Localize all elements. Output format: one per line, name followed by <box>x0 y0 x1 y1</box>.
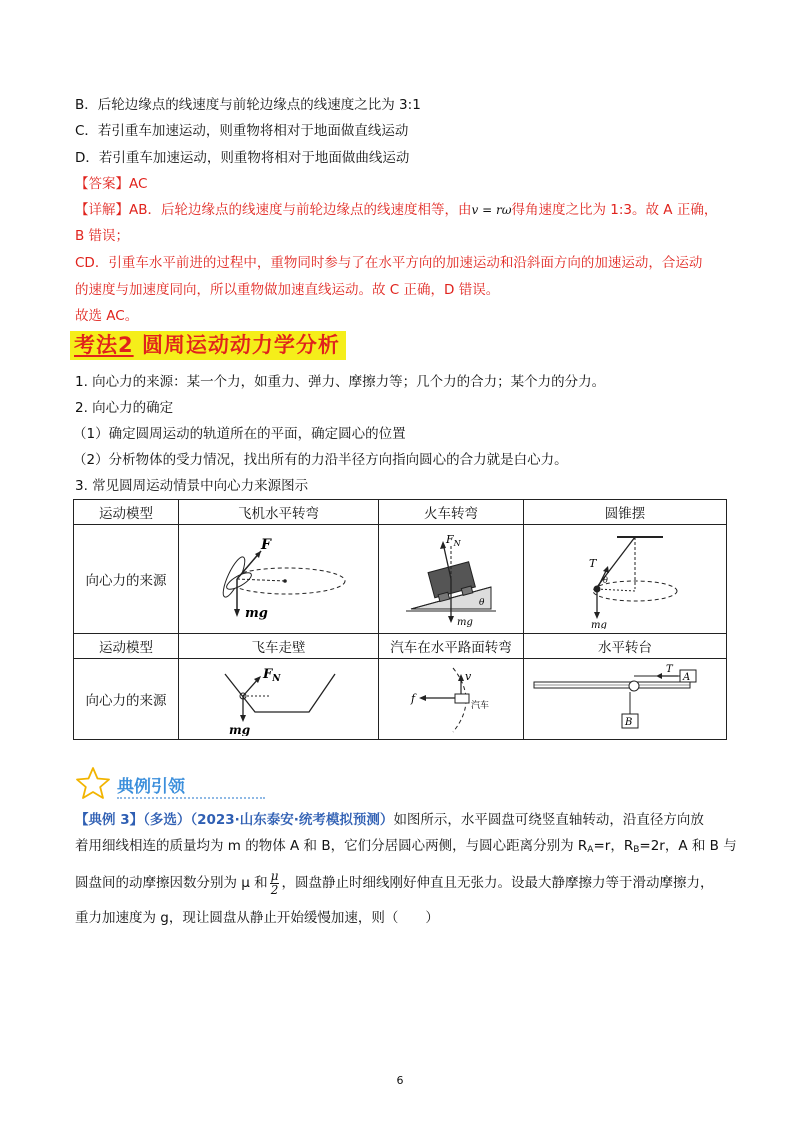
pendulum-diagram-cell <box>524 525 727 634</box>
point-1: 1. 向心力的来源：某一个力，如重力、弹力、摩擦力等；几个力的合力；某个力的分力。 <box>75 374 606 390</box>
label-theta-pendulum: θ <box>603 576 608 585</box>
header-plane-turn: 飞机水平转弯 <box>179 500 379 525</box>
car-turn-diagram <box>391 662 511 736</box>
explanation-line-1: 【详解】AB．后轮边缘点的线速度与前轮边缘点的线速度相等，由v = rω得角速度之比为 1:3。故 A 正确， <box>75 202 718 218</box>
header-car-turn: 汽车在水平路面转弯 <box>379 634 524 659</box>
label-A-turntable: A <box>683 672 691 683</box>
wall-ride-diagram <box>209 662 349 736</box>
row-label-source-2: 向心力的来源 <box>74 659 179 740</box>
answer-value: AC <box>129 176 148 192</box>
label-f-car: f <box>411 692 416 705</box>
plane-diagram-cell <box>179 525 379 634</box>
label-F: F <box>260 537 271 553</box>
car-diagram-cell <box>379 659 524 740</box>
label-T-pendulum: T <box>589 557 597 570</box>
point-2-2: （2）分析物体的受力情况，找出所有的力沿半径方向指向圆心的合力就是白心力。 <box>73 452 568 468</box>
label-B-turntable: B <box>625 717 633 728</box>
point-3: 3. 常见圆周运动情景中向心力来源图示 <box>75 478 309 494</box>
option-c: C．若引重车加速运动，则重物将相对于地面做直线运动 <box>75 123 409 139</box>
label-mg-plane: mg <box>244 606 268 621</box>
label-FN-wall: $F_N$ <box>262 667 280 684</box>
turntable-diagram-cell <box>524 659 727 740</box>
example-header-underline <box>117 797 265 799</box>
centripetal-source-table <box>73 499 727 740</box>
explanation-label: 【详解】 <box>75 202 129 218</box>
row-label-source: 向心力的来源 <box>74 525 179 634</box>
explanation-line-5: 故选 AC。 <box>75 308 139 324</box>
label-car: 汽车 <box>471 701 490 711</box>
header-train-turn: 火车转弯 <box>379 500 524 525</box>
section-heading: 考法2 圆周运动动力学分析 <box>70 331 346 360</box>
answer-line <box>75 174 147 194</box>
point-2: 2. 向心力的确定 <box>75 400 174 416</box>
label-FN-train: $F_N$ <box>446 533 461 548</box>
label-v-car: v <box>465 670 472 683</box>
example-source: （2023·山东泰安·统考模拟预测） <box>190 812 394 828</box>
train-diagram-cell <box>379 525 524 634</box>
example-line-1: 【典例 3】（多选）（2023·山东泰安·统考模拟预测）如图所示，水平圆盘可绕竖直轴转动，沿直径方向放 <box>75 812 704 828</box>
option-b: B．后轮边缘点的线速度与前轮边缘点的线速度之比为 3:1 <box>75 97 421 113</box>
formula: v = rω <box>471 203 512 217</box>
header-model-2: 运动模型 <box>74 634 179 659</box>
label-theta-train: θ <box>479 598 485 608</box>
label-mg-wall: mg <box>228 723 250 736</box>
explanation-line-3: CD．引重车水平前进的过程中，重物同时参与了在水平方向的加速运动和沿斜面方向的加速运动，合运动 <box>75 255 703 271</box>
header-model: 运动模型 <box>74 500 179 525</box>
header-turntable: 水平转台 <box>524 634 727 659</box>
page-number: 6 <box>396 1074 404 1087</box>
explanation-line-2: B 错误； <box>75 228 130 244</box>
explanation-line-4: 的速度与加速度同向，所以重物做加速直线运动。故 C 正确，D 错误。 <box>75 282 500 298</box>
conical-pendulum-diagram <box>555 529 695 629</box>
header-wall-ride: 飞车走壁 <box>179 634 379 659</box>
header-conical-pendulum: 圆锥摆 <box>524 500 727 525</box>
example-type: （多选） <box>143 812 191 828</box>
example-header-text: 典例引领 <box>117 777 185 797</box>
label-mg-pendulum: mg <box>591 620 607 629</box>
point-2-1: （1）确定圆周运动的轨道所在的平面，确定圆心的位置 <box>73 426 406 442</box>
option-d: D．若引重车加速运动，则重物将相对于地面做曲线运动 <box>75 150 410 166</box>
label-mg-train: mg <box>457 617 473 628</box>
plane-turn-diagram <box>209 529 349 629</box>
train-turn-diagram <box>391 529 511 629</box>
turntable-diagram <box>530 662 720 736</box>
wall-diagram-cell <box>179 659 379 740</box>
answer-label: 【答案】 <box>75 176 129 192</box>
fraction-mu-over-2: $\frac{\mu}{2}$ <box>270 868 279 897</box>
label-T-turntable: T <box>666 664 673 675</box>
example-tag: 【典例 3】 <box>75 812 144 828</box>
example-line-4: 重力加速度为 g，现让圆盘从静止开始缓慢加速，则（ ） <box>75 910 439 926</box>
example-header <box>75 766 205 802</box>
example-line-3: 圆盘间的动摩擦因数分别为 μ 和 $\frac{\mu}{2}$ ，圆盘静止时细线刚好伸直且无张力。设最大静摩擦力等于滑动摩擦力， <box>75 868 714 897</box>
example-line-2: 着用细线相连的质量均为 m 的物体 A 和 B，它们分居圆心两侧，与圆心距离分别为 $R_A=r$，$R_B=2r$，A 和 B 与 <box>75 838 737 855</box>
star-icon <box>75 766 111 800</box>
